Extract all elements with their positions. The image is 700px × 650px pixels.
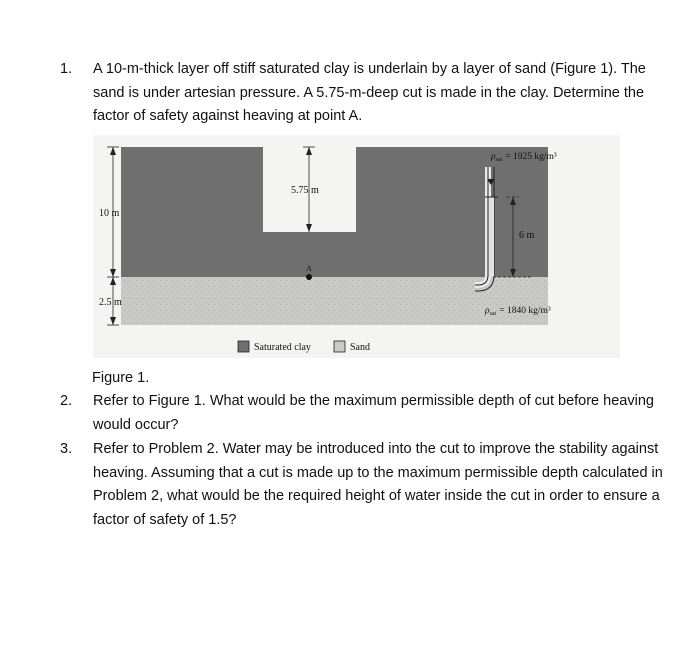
saturated-clay-layer	[121, 147, 548, 277]
problem-1-number: 1.	[60, 61, 73, 77]
legend-sand-label: Sand	[350, 342, 370, 353]
soil-figure	[93, 135, 620, 358]
problem-2	[60, 390, 670, 437]
problem-2-number: 2.	[60, 393, 73, 409]
dim-sand-label: 2.5 m	[99, 297, 122, 308]
point-a-marker	[306, 274, 312, 280]
legend-clay-swatch	[238, 341, 249, 352]
problem-3-number: 3.	[60, 441, 73, 457]
rho-clay-label: $\rho_{sat} = 1925$ kg/m³	[491, 152, 557, 163]
problem-1	[60, 58, 670, 129]
rho-sand-label: $\rho_{sat} = 1840$ kg/m³	[485, 306, 551, 317]
soil-profile-diagram	[93, 135, 620, 358]
problem-3	[60, 438, 670, 532]
problem-1-text: A 10-m-thick layer off stiff saturated clay is underlain by a layer of sand (Figure 1). The sand is under artesian pressure. A 5.75-m-deep cut is made in the clay. Determine the factor of safety against heaving at point A.	[93, 61, 646, 124]
figure-caption: Figure 1.	[92, 370, 150, 386]
problem-3-text: Refer to Problem 2. Water may be introduced into the cut to improve the stability against heaving. Assuming that a cut is made up to the maximum permissible depth calculated in Problem 2, what would be the required height of water inside the cut in order to ensure a factor of safety of 1.5?	[93, 441, 663, 528]
legend-clay-label: Saturated clay	[254, 342, 311, 353]
point-a-label: A	[306, 264, 312, 273]
dim-pressure-head-label: 6 m	[519, 230, 535, 241]
dim-clay-label: 10 m	[99, 208, 120, 219]
problem-2-text: Refer to Figure 1. What would be the maximum permissible depth of cut before heaving would occur?	[93, 393, 654, 433]
legend-sand-swatch	[334, 341, 345, 352]
dim-cut-label: 5.75 m	[291, 185, 319, 196]
